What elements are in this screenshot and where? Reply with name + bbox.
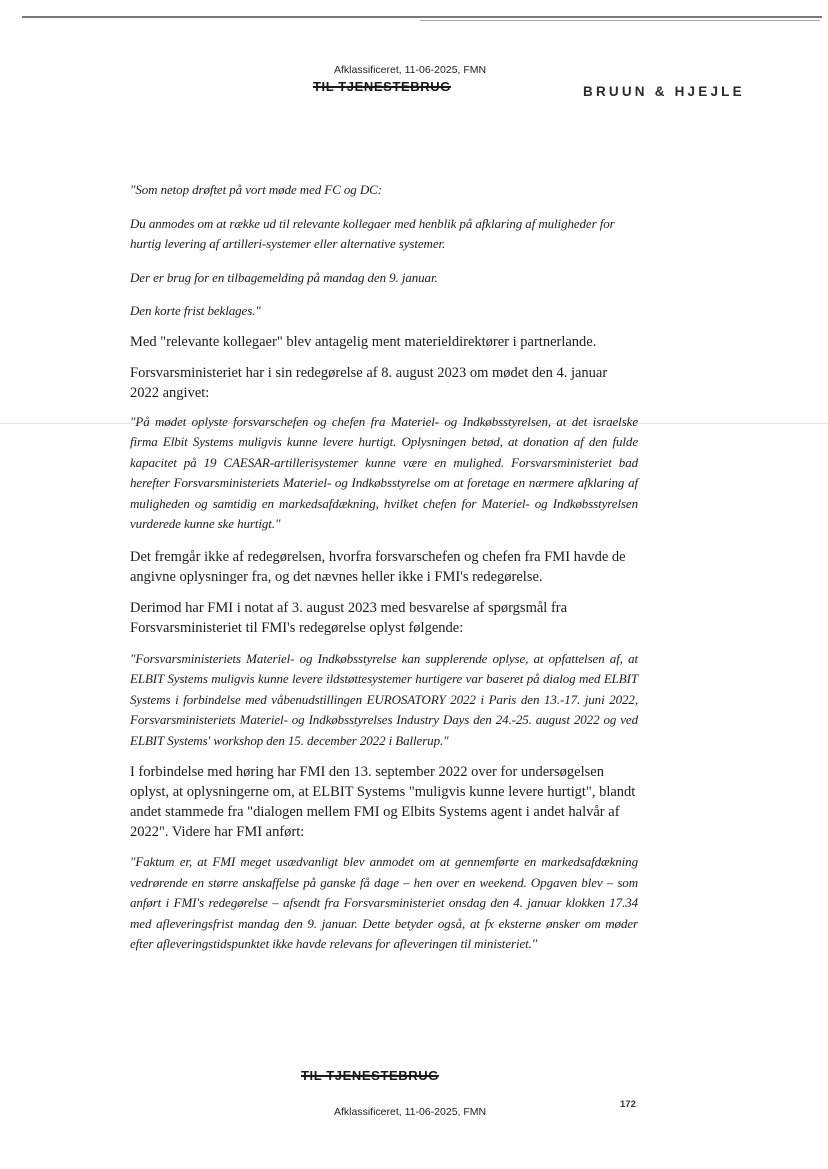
scan-edge-line-secondary xyxy=(420,20,820,21)
paragraph-fremgaar-ikke: Det fremgår ikke af redegørelsen, hvorfra forsvarschefen og chefen fra FMI havde de angivne oplysninger fra, og det nævnes heller ikke i FMI's redegørelse. xyxy=(130,548,626,585)
quote-fmi-supplerende: "Forsvarsministeriets Materiel- og Indkøbsstyrelse kan supplerende oplyse, at opfattelsen af, at ELBIT Systems muligvis kunne levere ildstøttesystemer hurtigere var baseret på dialog med ELBIT Systems i forbindelse med våbenudstillingen EUROSATORY 2022 i Paris den 13.-17. juni 2022, Forsvarsministeriets Materiel- og Indkøbsstyrelses Industry Days den 24.-25. august 2022 og ved ELBIT Systems' workshop den 15. december 2022 i Ballerup." xyxy=(130,650,638,748)
paragraph-relevante-kollegaer: Med "relevante kollegaer" blev antagelig ment materieldirektører i partnerlande. xyxy=(130,333,597,350)
quote1-para2: Du anmodes om at række ud til relevante kollegaer med henblik på afklaring af muligheder for hurtig levering af artilleri-systemer eller alternative systemer. xyxy=(130,215,615,251)
footer-classification-marking: TIL TJENESTEBRUG xyxy=(301,1068,439,1083)
paragraph-fmi-notat: Derimod har FMI i notat af 3. august 2023 med besvarelse af spørgsmål fra Forsvarsministeriet til FMI's redegørelse oplyst følgende: xyxy=(130,599,568,636)
quote1-line1: "Som netop drøftet på vort møde med FC og DC: xyxy=(130,182,382,197)
quote-forsvarsministeriet: "På mødet oplyste forsvarschefen og chefen fra Materiel- og Indkøbsstyrelsen, at det israelske firma Elbit Systems muligvis kunne levere hurtigt. Oplysningen betød, at donation af den fulde kapacitet på 19 CAESAR-artillerisystemer kunne være en mulighed. Forsvarsministeriet bad herefter Forsvarsministeriets Materiel- og Indkøbsstyrelse om at foretage en nærmere afklaring af muligheden og samtidig en markedsafdækning, hvilket chefen for Materiel- og Indkøbsstyrelsen vurderede kunne ske hurtigt." xyxy=(130,413,638,531)
bruun-hjejle-logo: BRUUN & HJEJLE xyxy=(583,84,745,99)
page-number: 172 xyxy=(620,1099,636,1110)
paragraph-horing: I forbindelse med høring har FMI den 13. september 2022 over for undersøgelsen oplyst, at oplysningerne om, at ELBIT Systems "muligvis kunne levere hurtigt", blandt andet stammede fra "dialogen mellem FMI og Elbits Systems agent i andet halvår af 2022". Videre har FMI anført: xyxy=(130,764,636,840)
scan-edge-line xyxy=(22,16,822,18)
header-classification-marking: TIL TJENESTEBRUG xyxy=(313,79,451,94)
quote-faktum: "Faktum er, at FMI meget usædvanligt blev anmodet om at gennemførte en markedsafdækning vedrørende en større anskaffelse på ganske få dage – hen over en weekend. Opgaven blev – som anført i FMI's redegørelse – afsendt fra Forsvarsministeriet onsdag den 4. januar klokken 17.34 med afleveringsfrist mandag den 9. januar. Dette betyder også, at fx eksterne ønsker om møder efter afleveringstidspunktet ikke havde relevans for afleveringen til ministeriet." xyxy=(130,854,638,951)
document-body xyxy=(130,180,638,955)
header-declassified-stamp: Afklassificeret, 11-06-2025, FMN xyxy=(334,64,487,76)
footer-declassified-stamp: Afklassificeret, 11-06-2025, FMN xyxy=(334,1106,487,1118)
quote1-para3: Der er brug for en tilbagemelding på mandag den 9. januar. xyxy=(130,269,438,285)
paragraph-redegorelse-intro: Forsvarsministeriet har i sin redegørelse af 8. august 2023 om mødet den 4. januar 2022 angivet: xyxy=(130,364,608,401)
quote1-para4: Den korte frist beklages." xyxy=(130,303,261,318)
